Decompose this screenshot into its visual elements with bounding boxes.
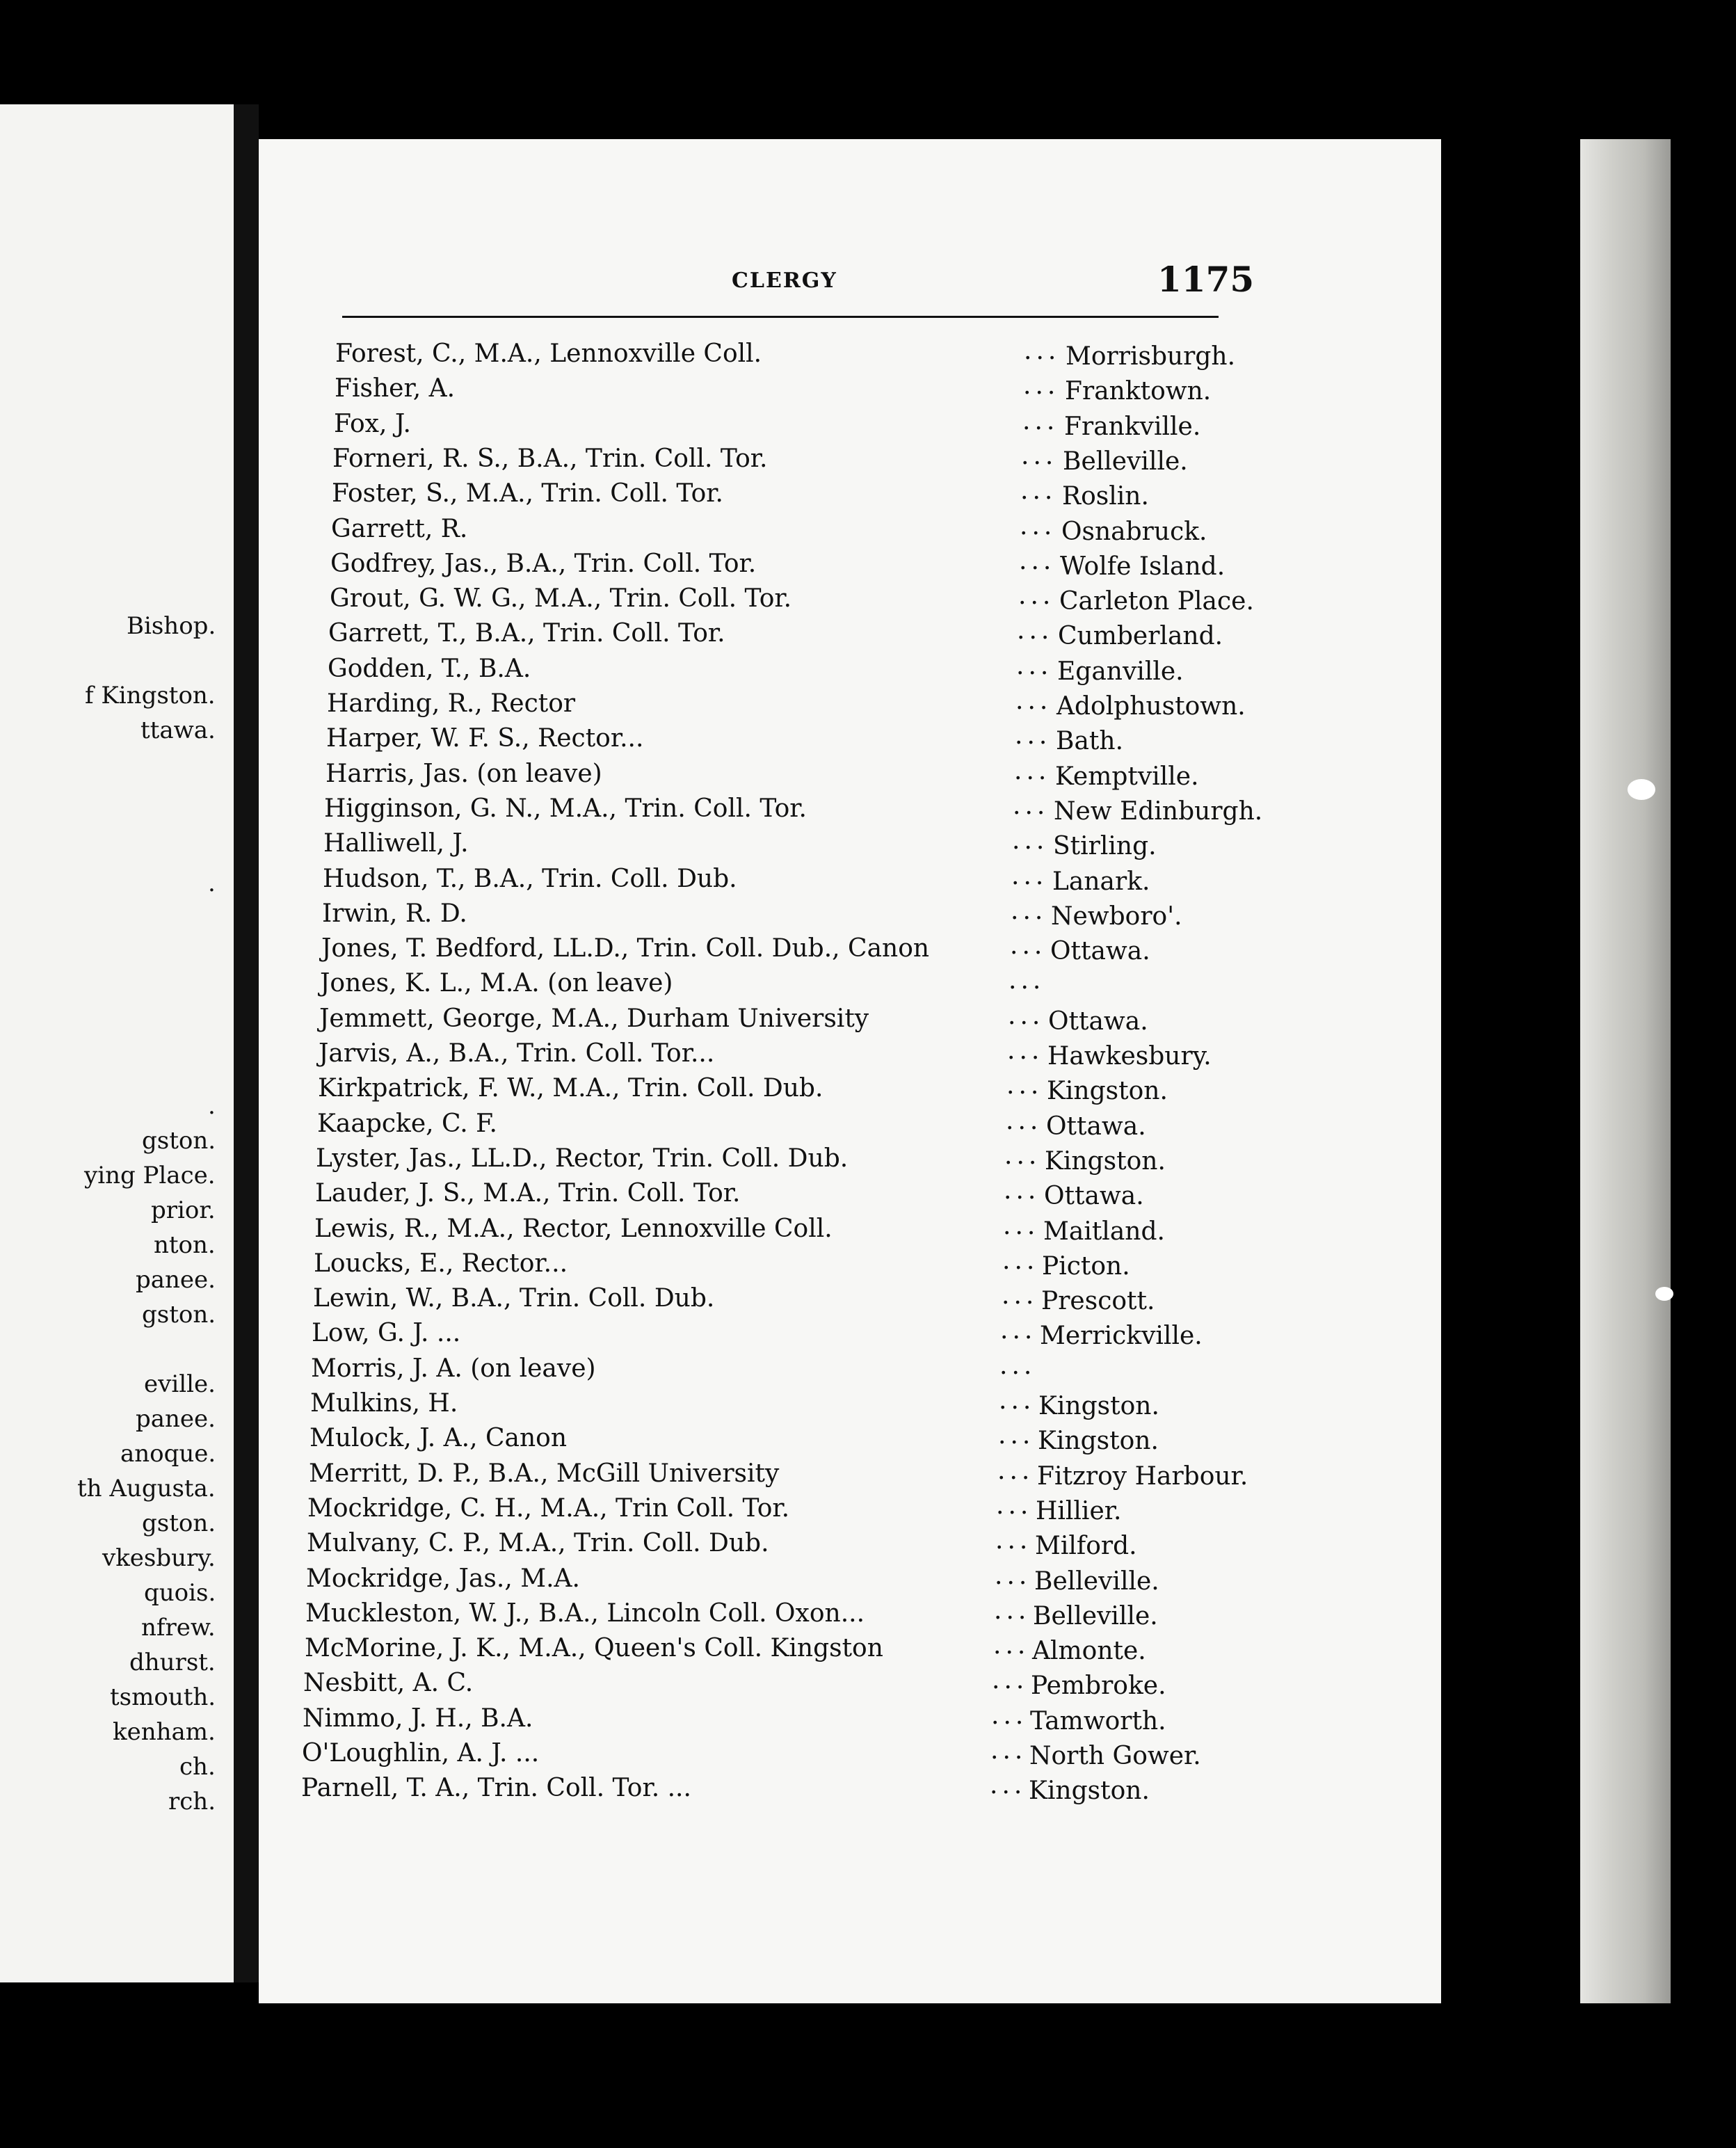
left-page-line: Bishop. — [127, 612, 216, 640]
clergy-name: Hudson, T., B.A., Trin. Coll. Dub. — [323, 864, 737, 893]
left-page-line: gston. — [142, 1301, 216, 1329]
leader-dots: ... — [1021, 441, 1058, 470]
left-page-line: gston. — [142, 1127, 216, 1155]
clergy-name: Harris, Jas. (on leave) — [326, 759, 602, 788]
leader-dots: ... — [1006, 1071, 1043, 1100]
clergy-name: Jemmett, George, M.A., Durham University — [319, 1004, 869, 1033]
left-page-line: gston. — [142, 1509, 216, 1537]
clergy-parish: Merrickville. — [1040, 1322, 1203, 1351]
clergy-name: Godfrey, Jas., B.A., Trin. Coll. Tor. — [330, 549, 757, 578]
clergy-name: Parnell, T. A., Trin. Coll. Tor. ... — [301, 1774, 691, 1803]
clergy-name: Garrett, T., B.A., Trin. Coll. Tor. — [328, 619, 725, 648]
clergy-parish: Stirling. — [1053, 832, 1157, 861]
leader-dots: ... — [995, 1561, 1031, 1590]
clergy-parish: Hillier. — [1036, 1496, 1122, 1525]
leader-dots: ... — [1018, 582, 1055, 611]
leader-dots: ... — [1020, 476, 1057, 506]
clergy-name: Lewis, R., M.A., Rector, Lennoxville Coll. — [314, 1214, 833, 1243]
clergy-name: Nimmo, J. H., B.A. — [303, 1704, 533, 1733]
clergy-parish: Kingston. — [1038, 1427, 1159, 1456]
clergy-name: Halliwell, J. — [323, 829, 469, 858]
leader-dots: ... — [1004, 1176, 1040, 1205]
clergy-parish: Wolfe Island. — [1060, 552, 1225, 581]
leader-dots: ... — [993, 1631, 1030, 1660]
leader-dots: ... — [1006, 1106, 1043, 1135]
clergy-name: Jarvis, A., B.A., Trin. Coll. Tor... — [319, 1039, 715, 1068]
leader-dots: ... — [990, 1736, 1027, 1765]
clergy-parish: Eganville. — [1057, 657, 1184, 686]
leader-dots: ... — [1015, 721, 1052, 751]
clergy-name: Fisher, A. — [335, 374, 456, 403]
clergy-name: Nesbitt, A. C. — [303, 1669, 474, 1698]
leader-dots: ... — [1011, 861, 1048, 890]
clergy-name: Godden, T., B.A. — [328, 654, 531, 683]
leader-dots: ... — [1023, 371, 1060, 401]
leader-dots: ... — [1015, 687, 1052, 715]
leader-dots: ... — [1000, 1316, 1037, 1345]
leader-dots: ... — [1011, 896, 1047, 925]
clergy-parish: Morrisburgh. — [1066, 342, 1236, 371]
clergy-parish: Maitland. — [1043, 1217, 1165, 1246]
clergy-parish: Milford. — [1035, 1532, 1137, 1561]
leader-dots: ... — [1002, 1246, 1039, 1275]
leader-dots: ... — [1024, 337, 1061, 365]
left-page-line: panee. — [136, 1405, 216, 1433]
left-page-line: . — [208, 1092, 216, 1120]
left-page-line: eville. — [144, 1370, 216, 1398]
header-rule — [342, 316, 1219, 318]
leader-dots: ... — [1016, 651, 1053, 680]
clergy-parish: Ottawa. — [1048, 1007, 1148, 1036]
clergy-parish: North Gower. — [1029, 1742, 1201, 1770]
clergy-parish: Almonte. — [1032, 1637, 1146, 1666]
left-page-line: nfrew. — [141, 1614, 216, 1642]
clergy-parish: Cumberland. — [1058, 622, 1223, 651]
left-page-line: tsmouth. — [110, 1683, 216, 1711]
clergy-name: Low, G. J. ... — [312, 1319, 461, 1348]
clergy-name: McMorine, J. K., M.A., Queen's Coll. Kingston — [305, 1634, 883, 1663]
page-number: 1175 — [1157, 259, 1255, 300]
leader-dots: ... — [1017, 616, 1054, 646]
right-page — [259, 139, 1441, 2003]
leader-dots: ... — [1013, 791, 1050, 820]
left-page-line: nton. — [154, 1231, 216, 1259]
clergy-parish: Kingston. — [1029, 1777, 1150, 1806]
leader-dots: ... — [1008, 1001, 1045, 1030]
clergy-name: Muckleston, W. J., B.A., Lincoln Coll. Oxon... — [305, 1598, 865, 1628]
leader-dots: ... — [995, 1526, 1032, 1555]
leader-dots: ... — [1022, 406, 1059, 435]
leader-dots: ... — [999, 1351, 1036, 1380]
clergy-name: Forneri, R. S., B.A., Trin. Coll. Tor. — [332, 444, 768, 473]
page-edge — [1580, 139, 1671, 2003]
clergy-parish: Ottawa. — [1046, 1112, 1146, 1141]
clergy-parish: Belleville. — [1063, 447, 1188, 476]
clergy-name: Lyster, Jas., LL.D., Rector, Trin. Coll. Dub. — [316, 1144, 849, 1173]
left-page-line: th Augusta. — [77, 1475, 216, 1502]
clergy-parish: Adolphustown. — [1056, 692, 1246, 721]
leader-dots: ... — [1010, 931, 1047, 961]
left-page-line: ch. — [179, 1753, 216, 1781]
clergy-parish: Carleton Place. — [1059, 587, 1254, 616]
clergy-name: Mockridge, C. H., M.A., Trin Coll. Tor. — [307, 1493, 790, 1523]
leader-dots: ... — [990, 1771, 1027, 1800]
leader-dots: ... — [1019, 546, 1056, 575]
clergy-name: Fox, J. — [334, 409, 411, 438]
left-page-line: ying Place. — [84, 1162, 216, 1189]
clergy-parish: Bath. — [1056, 727, 1124, 756]
clergy-parish: Picton. — [1042, 1251, 1130, 1281]
clergy-name: Jones, T. Bedford, LL.D., Trin. Coll. Dub., Canon — [321, 934, 930, 963]
clergy-parish: Prescott. — [1041, 1287, 1155, 1316]
clergy-parish: Roslin. — [1062, 482, 1149, 511]
left-page-line: . — [208, 869, 216, 897]
clergy-parish: Ottawa. — [1044, 1182, 1144, 1211]
leader-dots: ... — [1014, 756, 1051, 785]
dust-speck — [1655, 1287, 1673, 1301]
leader-dots: ... — [1004, 1141, 1041, 1170]
left-page-line: prior. — [151, 1196, 216, 1224]
clergy-name: Mockridge, Jas., M.A. — [306, 1564, 580, 1593]
clergy-parish: Ottawa. — [1050, 937, 1150, 966]
clergy-parish: Hawkesbury. — [1047, 1042, 1212, 1071]
left-page — [0, 104, 234, 1982]
leader-dots: ... — [1003, 1211, 1040, 1240]
running-head: CLERGY — [732, 268, 837, 293]
clergy-name: Merritt, D. P., B.A., McGill University — [309, 1459, 780, 1488]
clergy-parish: Kingston. — [1047, 1077, 1168, 1106]
clergy-parish: New Edinburgh. — [1054, 796, 1263, 826]
clergy-parish: Belleville. — [1034, 1566, 1159, 1596]
left-page-line: quois. — [144, 1579, 216, 1607]
left-page-line: anoque. — [120, 1440, 216, 1468]
clergy-name: Harper, W. F. S., Rector... — [326, 724, 644, 753]
leader-dots: ... — [999, 1386, 1036, 1415]
clergy-name: Higginson, G. N., M.A., Trin. Coll. Tor. — [324, 794, 807, 823]
clergy-name: Lewin, W., B.A., Trin. Coll. Dub. — [313, 1284, 715, 1313]
clergy-parish: Frankville. — [1064, 412, 1201, 441]
clergy-parish: Osnabruck. — [1061, 517, 1207, 546]
clergy-parish: Belleville. — [1033, 1601, 1158, 1630]
clergy-parish: Franktown. — [1065, 377, 1212, 406]
leader-dots: ... — [997, 1456, 1034, 1485]
clergy-name: Morris, J. A. (on leave) — [311, 1354, 596, 1383]
left-page-line: vkesbury. — [102, 1544, 216, 1572]
clergy-name: Mulvany, C. P., M.A., Trin. Coll. Dub. — [307, 1529, 769, 1558]
clergy-name: Jones, K. L., M.A. (on leave) — [320, 969, 673, 998]
left-page-line: ttawa. — [140, 716, 216, 744]
leader-dots: ... — [1008, 966, 1045, 995]
clergy-parish: Newboro'. — [1051, 901, 1182, 931]
clergy-parish: Kingston. — [1045, 1146, 1166, 1176]
clergy-name: Mulock, J. A., Canon — [310, 1424, 568, 1453]
left-page-line: panee. — [136, 1266, 216, 1294]
clergy-parish: Kingston. — [1038, 1392, 1159, 1420]
clergy-parish: Tamworth. — [1030, 1706, 1166, 1736]
leader-dots: ... — [996, 1491, 1033, 1520]
leader-dots: ... — [1007, 1036, 1044, 1065]
left-page-line: f Kingston. — [85, 682, 216, 710]
leader-dots: ... — [1020, 511, 1056, 540]
clergy-parish: Lanark. — [1052, 867, 1150, 896]
clergy-name: Mulkins, H. — [310, 1389, 458, 1418]
clergy-name: Kaapcke, C. F. — [317, 1109, 497, 1138]
leader-dots: ... — [992, 1666, 1029, 1695]
clergy-name: O'Loughlin, A. J. ... — [302, 1739, 540, 1768]
leader-dots: ... — [1012, 826, 1049, 856]
clergy-name: Irwin, R. D. — [322, 899, 467, 928]
clergy-name: Forest, C., M.A., Lennoxville Coll. — [335, 339, 762, 368]
clergy-name: Harding, R., Rector — [327, 689, 576, 718]
left-page-line: kenham. — [113, 1718, 216, 1746]
book-gutter — [234, 104, 259, 1982]
clergy-name: Grout, G. W. G., M.A., Trin. Coll. Tor. — [330, 584, 792, 614]
clergy-name: Foster, S., M.A., Trin. Coll. Tor. — [332, 479, 723, 508]
clergy-name: Loucks, E., Rector... — [314, 1249, 568, 1278]
clergy-parish: Kemptville. — [1055, 762, 1199, 791]
clergy-name: Garrett, R. — [331, 514, 468, 543]
clergy-name: Kirkpatrick, F. W., M.A., Trin. Coll. Dub. — [318, 1074, 823, 1103]
leader-dots: ... — [1002, 1281, 1038, 1311]
clergy-name: Lauder, J. S., M.A., Trin. Coll. Tor. — [315, 1179, 741, 1208]
left-page-line: dhurst. — [129, 1649, 216, 1676]
leader-dots: ... — [991, 1701, 1028, 1730]
leader-dots: ... — [998, 1421, 1035, 1450]
dust-speck — [1628, 779, 1655, 800]
clergy-parish: Fitzroy Harbour. — [1037, 1461, 1248, 1491]
clergy-parish: Pembroke. — [1031, 1672, 1166, 1701]
left-page-line: rch. — [168, 1788, 216, 1816]
leader-dots: ... — [994, 1596, 1031, 1625]
